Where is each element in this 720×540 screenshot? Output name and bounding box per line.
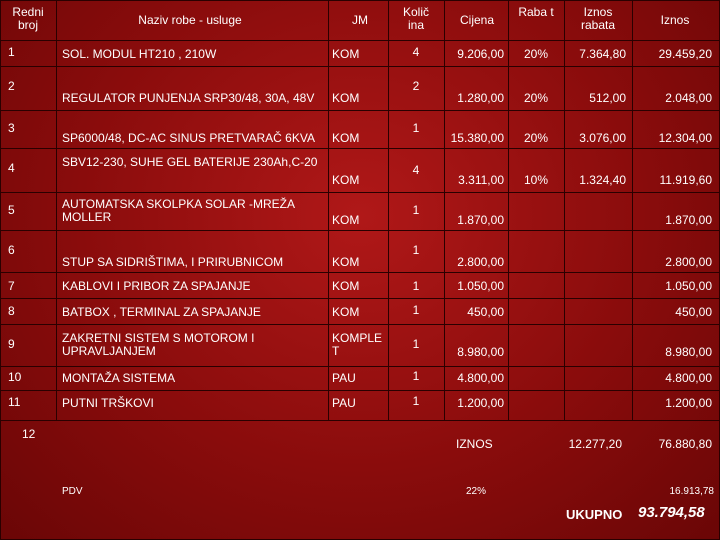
row-2-naziv: REGULATOR PUNJENJA SRP30/48, 30A, 48V [62,91,315,105]
row-7-naziv: KABLOVI I PRIBOR ZA SPAJANJE [62,279,251,293]
row-3-rb: 3 [8,121,15,135]
row-8-cijena: 450,00 [467,305,504,319]
header-cijena: Cijena [459,13,495,27]
row-1-jm: KOM [332,47,360,61]
row-6-rb: 6 [8,243,15,257]
row-3-iznos-rabata: 3.076,00 [579,131,626,145]
row-10-iznos: 4.800,00 [665,371,712,385]
row-5-naziv: AUTOMATSKA SKOLPKA SOLAR -MREŽA MOLLER [62,197,295,224]
row-9-jm: KOMPLE T [332,331,383,358]
row-11-naziv: PUTNI TRŠKOVI [62,396,154,410]
row-8-iznos: 450,00 [675,305,712,319]
row-3-kol: 1 [412,121,420,135]
row-1-rabat: 20% [523,47,549,61]
row-8-rb: 8 [8,304,15,318]
row-1-naziv: SOL. MODUL HT210 , 210W [62,47,217,61]
row-4-cijena: 3.311,00 [458,173,504,187]
row-4-rb: 4 [8,161,15,175]
pdv-label: PDV [62,486,83,497]
row-3-naziv: SP6000/48, DC-AC SINUS PRETVARAČ 6KVA [62,131,315,145]
row-9-rb: 9 [8,337,15,351]
row-10-kol: 1 [412,369,420,383]
row-4-rabat: 10% [523,173,549,187]
total-iznos: 76.880,80 [658,437,712,451]
row-8-naziv: BATBOX , TERMINAL ZA SPAJANJE [62,305,261,319]
row-3-rabat: 20% [523,131,549,145]
row-6-cijena: 2.800,00 [457,255,504,269]
row-7-kol: 1 [412,279,420,293]
row-7-cijena: 1.050,00 [457,279,504,293]
row-7-iznos: 1.050,00 [665,279,712,293]
total-iznos-rabata: 12.277,20 [568,437,622,451]
ukupno-value: 93.794,58 [638,504,705,521]
row-1-kol: 4 [412,45,420,59]
header-iznos: Iznos [660,13,690,27]
row-10-rb: 10 [8,370,22,384]
row-2-kol: 2 [412,79,420,93]
row-10-naziv: MONTAŽA SISTEMA [62,371,176,385]
header-kolicina: Količ ina [402,5,429,32]
row-8-kol: 1 [412,303,420,317]
row-7-rb: 7 [8,279,15,293]
row-4-naziv: SBV12-230, SUHE GEL BATERIJE 230Ah,C-20 [62,155,318,169]
pdv-rate: 22% [466,486,487,497]
row-9-iznos: 8.980,00 [665,345,712,359]
row-6-jm: KOM [332,255,360,269]
row-6-naziv: STUP SA SIDRIŠTIMA, I PRIRUBNICOM [62,255,284,269]
row-4-kol: 4 [412,163,420,177]
row-6-iznos: 2.800,00 [665,255,712,269]
pdv-value: 16.913,78 [669,486,714,497]
row-1-iznos: 29.459,20 [658,47,712,61]
row-11-kol: 1 [412,394,420,408]
row-4-iznos-rabata: 1.324,40 [579,173,626,187]
row-1-rb: 1 [8,45,15,59]
row-9-naziv: ZAKRETNI SISTEM S MOTOROM I UPRAVLJANJEM [62,331,255,358]
row-10-jm: PAU [332,371,356,385]
row-7-jm: KOM [332,279,360,293]
row-12-rb: 12 [22,427,36,441]
row-10-cijena: 4.800,00 [457,371,504,385]
row-5-rb: 5 [8,203,15,217]
row-2-iznos: 2.048,00 [665,91,712,105]
iznos-label: IZNOS [456,437,493,451]
row-3-jm: KOM [332,131,360,145]
row-5-jm: KOM [332,213,360,227]
row-5-iznos: 1.870,00 [665,213,712,227]
row-1-cijena: 9.206,00 [457,47,504,61]
row-8-jm: KOM [332,305,360,319]
row-2-cijena: 1.280,00 [457,91,504,105]
row-4-jm: KOM [332,173,360,187]
row-5-cijena: 1.870,00 [457,213,504,227]
row-11-cijena: 1.200,00 [457,396,504,410]
header-iznos-rabata: Iznos rabata [580,5,616,32]
row-3-cijena: 15.380,00 [450,131,504,145]
row-5-kol: 1 [412,203,420,217]
row-6-kol: 1 [412,243,420,257]
header-naziv: Naziv robe - usluge [138,13,242,27]
row-2-rb: 2 [8,79,15,93]
row-4-iznos: 11.919,60 [659,173,712,187]
header-redni-broj: Redni broj [12,5,44,32]
row-3-iznos: 12.304,00 [658,131,712,145]
row-1-iznos-rabata: 7.364,80 [579,47,626,61]
row-9-cijena: 8.980,00 [457,345,504,359]
row-9-kol: 1 [412,337,420,351]
row-11-rb: 11 [8,395,21,409]
row-2-iznos-rabata: 512,00 [589,91,626,105]
header-jm: JM [352,13,368,27]
ukupno-label: UKUPNO [566,507,623,522]
row-11-iznos: 1.200,00 [665,396,712,410]
header-rabat: Raba t [518,5,554,19]
row-2-jm: KOM [332,91,360,105]
row-11-jm: PAU [332,396,356,410]
row-2-rabat: 20% [523,91,549,105]
